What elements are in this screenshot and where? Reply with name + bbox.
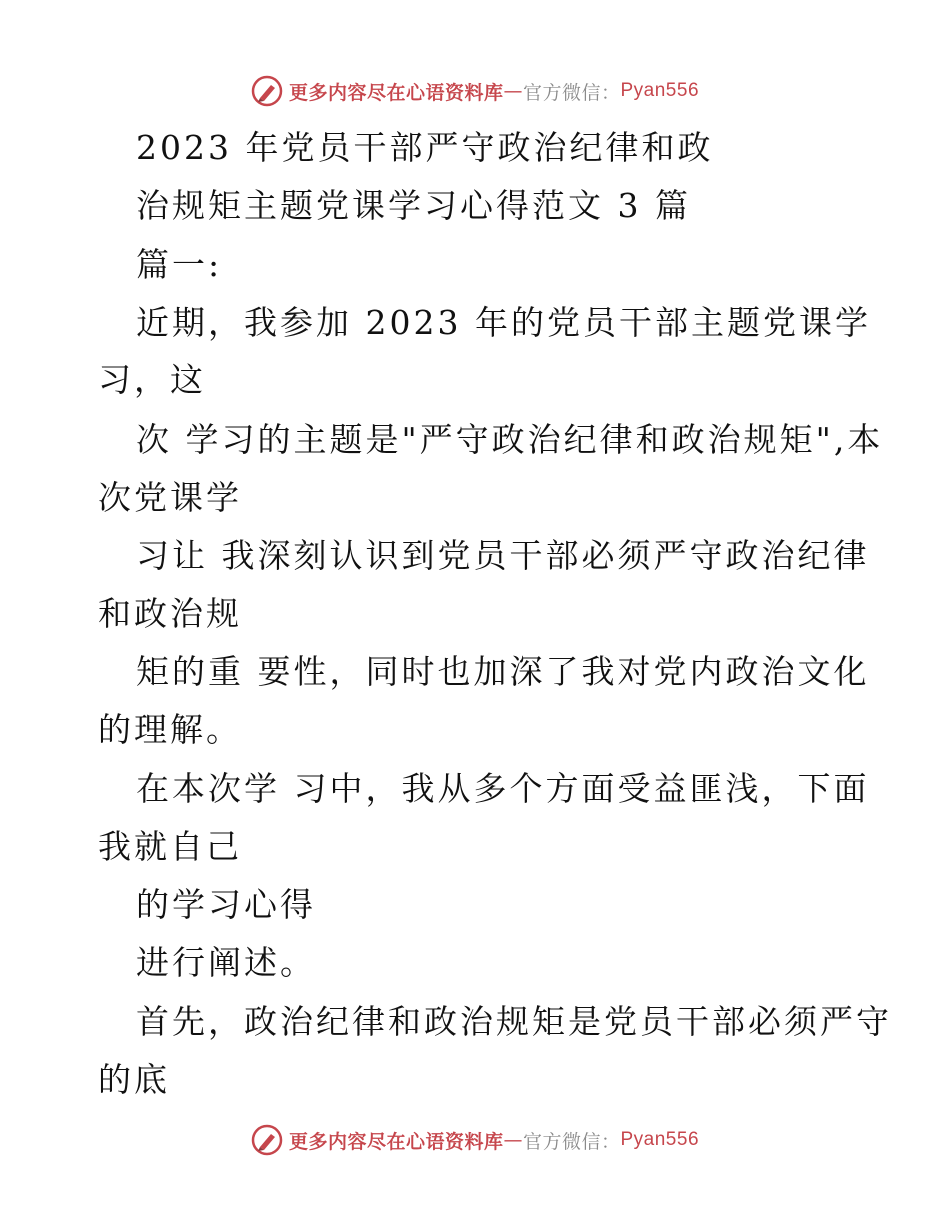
paragraph-line: 的学习心得 [136, 885, 316, 924]
watermark-account: Pyan556 [620, 1129, 700, 1150]
watermark-separator: — [503, 80, 523, 102]
paragraph-line: 首先，政治纪律和政治规矩是党员干部必须严守 [136, 1002, 892, 1041]
paragraph-line: 我就自己 [98, 827, 242, 866]
watermark-brand-text: 更多内容尽在心语资料库 [288, 81, 504, 104]
pen-logo-icon [251, 1124, 283, 1156]
paragraph-line: 次 学习的主题是"严守政治纪律和政治规矩",本 [136, 420, 884, 459]
paragraph-line: 矩的重 要性，同时也加深了我对党内政治文化 [136, 652, 870, 691]
paragraph-line: 习，这 [98, 360, 206, 399]
watermark-wechat-label: 官方微信： [522, 1130, 621, 1153]
paragraph-line: 习让 我深刻认识到党员干部必须严守政治纪律 [136, 536, 870, 575]
watermark-account: Pyan556 [620, 80, 700, 101]
paragraph-line: 在本次学 习中，我从多个方面受益匪浅，下面 [136, 769, 870, 808]
paragraph-line: 次党课学 [98, 478, 242, 517]
paragraph-line: 的理解。 [98, 710, 242, 749]
paragraph-line: 的底 [98, 1060, 170, 1099]
section-heading: 篇一: [136, 245, 223, 284]
watermark-brand-text: 更多内容尽在心语资料库 [288, 1130, 504, 1153]
document-title-line-1: 2023 年党员干部严守政治纪律和政 [136, 128, 714, 167]
document-title-line-2: 治规矩主题党课学习心得范文 3 篇 [136, 186, 691, 225]
paragraph-line: 近期，我参加 2023 年的党员干部主题党课学 [136, 303, 871, 342]
watermark-separator: — [503, 1129, 523, 1151]
watermark-wechat-label: 官方微信： [522, 81, 621, 104]
footer-watermark [0, 1120, 950, 1160]
paragraph-line: 进行阐述。 [136, 943, 316, 982]
paragraph-line: 和政治规 [98, 594, 242, 633]
